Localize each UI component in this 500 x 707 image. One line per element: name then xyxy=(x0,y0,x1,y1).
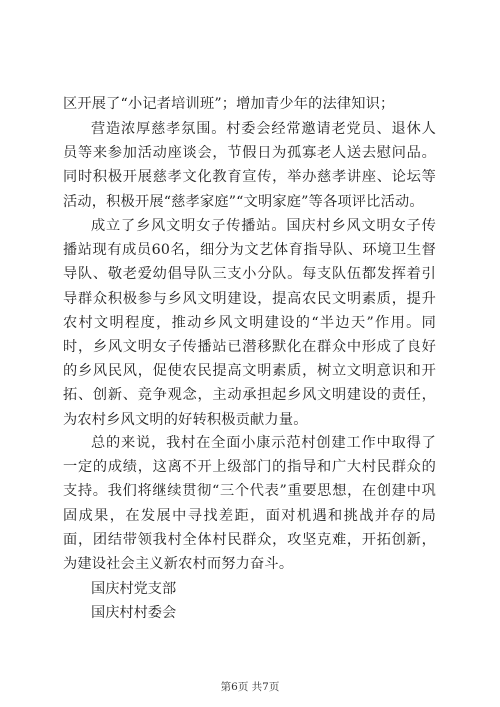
paragraph-summary: 总的来说，我村在全面小康示范村创建工作中取得了一定的成绩，这离不开上级部门的指导和广大村民群众的支持。我们将继续贯彻“三个代表”重要思想，在创建中巩固成果，在发展中寻找差距，面对机遇和挑战并存的局面，团结带领我村全体村民群众，攻坚克难，开拓创新，为建设社会主义新农村而努力奋斗。 xyxy=(63,435,436,573)
body-text xyxy=(63,92,436,116)
signature-party-branch: 国庆村党支部 xyxy=(91,581,177,597)
paragraph-filial-piety: 营造浓厚慈孝氛围。村委会经常邀请老党员、退休人员等来参加活动座谈会，节假日为孤寡老人送去慰问品。同时积极开展慈孝文化教育宣传，举办慈孝讲座、论坛等活动，积极开展“慈孝家庭”“文明家庭”等各项评比活动。 xyxy=(63,121,436,210)
paragraph-women-station: 成立了乡风文明女子传播站。国庆村乡风文明女子传播站现有成员60名，细分为文艺体育指导队、环境卫生督导队、敬老爱幼倡导队三支小分队。每支队伍都发挥着引导群众积极参与乡风文明建设，提高农民文明素质，提升农村文明程度，推动乡风文明建设的“半边天”作用。同时，乡风文明女子传播站已潜移默化在群众中形成了良好的乡风民风，促使农民提高文明素质，树立文明意识和开拓、创新、竞争观念，主动承担起乡风文明建设的责任，为农村乡风文明的好转积极贡献力量。 xyxy=(63,218,436,428)
signature-village-committee: 国庆村村委会 xyxy=(91,605,177,621)
body-text xyxy=(63,214,436,432)
paragraph-continuation: 区开展了“小记者培训班”；增加青少年的法律知识； xyxy=(63,96,395,112)
page-number-footer: 第6页 共7页 xyxy=(220,681,280,693)
body-text xyxy=(63,117,436,214)
body-text xyxy=(63,431,436,576)
